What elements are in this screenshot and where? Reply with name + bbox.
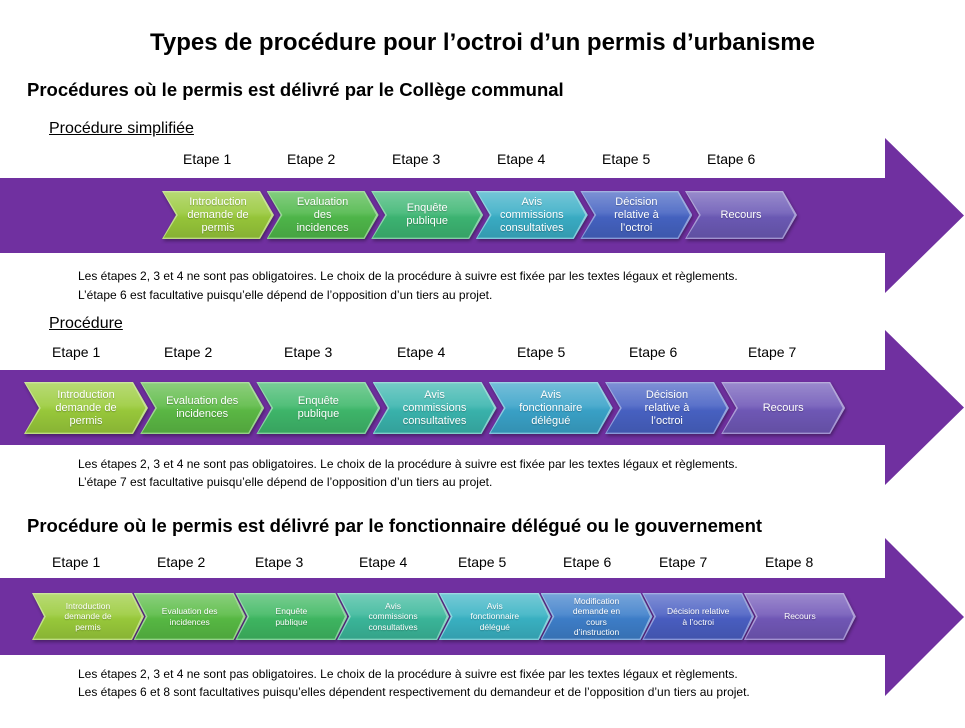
chevron-text-box — [744, 593, 856, 640]
chevron-recours — [744, 593, 856, 640]
etape-label: Etape 2 — [287, 151, 336, 167]
chevron-label: Enquête publique — [275, 606, 308, 627]
chevron-text-box — [371, 191, 483, 239]
notes-procedure-fonctionnaire-delegue — [78, 665, 750, 701]
chevron-introduction-demande-de-permis — [32, 593, 144, 640]
etape-label: Etape 6 — [563, 554, 612, 570]
chevron-label: Décision relative à l’octroi — [667, 606, 730, 627]
subheading-procedure-simplifiee: Procédure simplifiée — [49, 120, 194, 137]
chevron-introduction-demande-de-permis — [162, 191, 274, 239]
chevron-text-box — [721, 382, 845, 434]
chevron-decision-relative-a-l-octroi — [580, 191, 692, 239]
chevron-text-box — [476, 191, 588, 239]
note-line-2: Les étapes 6 et 8 sont facultatives puisqu’elles dépendent respectivement du demandeur et de l’opposition d’un tiers au projet. — [78, 685, 750, 699]
chevron-label: Avis commissions consultatives — [368, 601, 418, 632]
chevron-evaluation-des-incidences — [134, 593, 246, 640]
etape-label: Etape 4 — [397, 344, 446, 360]
notes-procedure — [78, 455, 738, 491]
chevron-text-box — [134, 593, 246, 640]
etape-label: Etape 7 — [748, 344, 797, 360]
chevron-recours — [685, 191, 797, 239]
chevron-text-box — [32, 593, 144, 640]
etape-label: Etape 5 — [517, 344, 566, 360]
chevron-label: Recours — [762, 401, 804, 414]
chevron-label: Modification demande en cours d’instruction — [572, 595, 621, 637]
chevron-recours — [721, 382, 845, 434]
note-line-1: Les étapes 2, 3 et 4 ne sont pas obligatoires. Le choix de la procédure à suivre est fixée par les textes légaux et règlements. — [78, 667, 738, 681]
chevron-label: Recours — [720, 208, 762, 221]
chevron-avis-commissions-consultatives — [373, 382, 497, 434]
section-heading-fonctionnaire-delegue: Procédure où le permis est délivré par le fonctionnaire délégué ou le gouvernement — [27, 515, 763, 536]
chevron-text-box — [256, 382, 380, 434]
chevron-enquete-publique — [256, 382, 380, 434]
chevron-decision-relative-a-l-octroi — [605, 382, 729, 434]
etape-label: Etape 1 — [183, 151, 232, 167]
chevron-label: Introduction demande de permis — [64, 601, 112, 632]
chevron-text-box — [337, 593, 449, 640]
chevron-avis-fonctionnaire-delegue — [439, 593, 551, 640]
note-line-1: Les étapes 2, 3 et 4 ne sont pas obligatoires. Le choix de la procédure à suivre est fixée par les textes légaux et règlements. — [78, 457, 738, 471]
section-heading-college-communal: Procédures où le permis est délivré par le Collège communal — [27, 79, 564, 100]
chevron-text-box — [642, 593, 754, 640]
etape-label: Etape 5 — [602, 151, 651, 167]
chevron-label: Enquête publique — [406, 202, 448, 227]
etape-label: Etape 6 — [707, 151, 756, 167]
chevron-avis-commissions-consultatives — [476, 191, 588, 239]
chevron-avis-fonctionnaire-delegue — [489, 382, 613, 434]
chevron-evaluation-des-incidences — [267, 191, 379, 239]
chevron-text-box — [439, 593, 551, 640]
chevron-label: Enquête publique — [297, 395, 340, 420]
note-line-1: Les étapes 2, 3 et 4 ne sont pas obligatoires. Le choix de la procédure à suivre est fixée par les textes légaux et règlements. — [78, 269, 738, 283]
chevron-modification-demande-en-cours-d-instruction — [541, 593, 653, 640]
chevron-text-box — [162, 191, 274, 239]
etape-label: Etape 8 — [765, 554, 814, 570]
etape-label: Etape 4 — [497, 151, 546, 167]
note-line-2: L’étape 6 est facultative puisqu’elle dépend de l’opposition d’un tiers au projet. — [78, 288, 493, 302]
etape-label: Etape 7 — [659, 554, 708, 570]
chevron-text-box — [235, 593, 347, 640]
chevron-introduction-demande-de-permis — [24, 382, 148, 434]
chevron-label: Décision relative à l’octroi — [614, 195, 659, 234]
subheading-procedure: Procédure — [49, 315, 123, 332]
chevron-evaluation-des-incidences — [140, 382, 264, 434]
chevron-label: Evaluation des incidences — [166, 395, 239, 420]
chevron-enquete-publique — [235, 593, 347, 640]
etape-label: Etape 1 — [52, 344, 101, 360]
etape-label: Etape 3 — [255, 554, 304, 570]
chevron-decision-relative-a-l-octroi — [642, 593, 754, 640]
chevron-text-box — [541, 593, 653, 640]
etape-label: Etape 3 — [392, 151, 441, 167]
chevron-text-box — [140, 382, 264, 434]
etape-label: Etape 6 — [629, 344, 678, 360]
notes-procedure-simplifiee — [78, 267, 738, 305]
chevron-label: Avis fonctionnaire délégué — [470, 601, 520, 632]
note-line-2: L’étape 7 est facultative puisqu’elle dépend de l’opposition d’un tiers au projet. — [78, 475, 493, 489]
chevron-text-box — [605, 382, 729, 434]
chevron-avis-commissions-consultatives — [337, 593, 449, 640]
chevron-label: Avis commissions consultatives — [402, 388, 467, 427]
chevron-text-box — [267, 191, 379, 239]
chevron-text-box — [580, 191, 692, 239]
etape-label: Etape 1 — [52, 554, 101, 570]
chevron-label: Décision relative à l’octroi — [644, 388, 690, 427]
diagram-title: Types de procédure pour l’octroi d’un permis d’urbanisme — [149, 29, 815, 56]
chevron-label: Introduction demande de permis — [55, 388, 117, 427]
chevron-label: Avis fonctionnaire délégué — [519, 388, 583, 427]
chevron-label: Avis commissions consultatives — [500, 195, 564, 234]
etape-label: Etape 2 — [164, 344, 213, 360]
etape-label: Etape 5 — [458, 554, 507, 570]
chevron-text-box — [24, 382, 148, 434]
chevron-text-box — [373, 382, 497, 434]
etape-label: Etape 3 — [284, 344, 333, 360]
chevron-text-box — [685, 191, 797, 239]
etape-label: Etape 2 — [157, 554, 206, 570]
chevron-enquete-publique — [371, 191, 483, 239]
chevron-label: Recours — [784, 611, 816, 622]
chevron-text-box — [489, 382, 613, 434]
chevron-label: Evaluation des incidences — [296, 195, 349, 234]
chevron-label: Evaluation des incidences — [161, 606, 218, 627]
etape-label: Etape 4 — [359, 554, 408, 570]
chevron-label: Introduction demande de permis — [187, 195, 249, 234]
